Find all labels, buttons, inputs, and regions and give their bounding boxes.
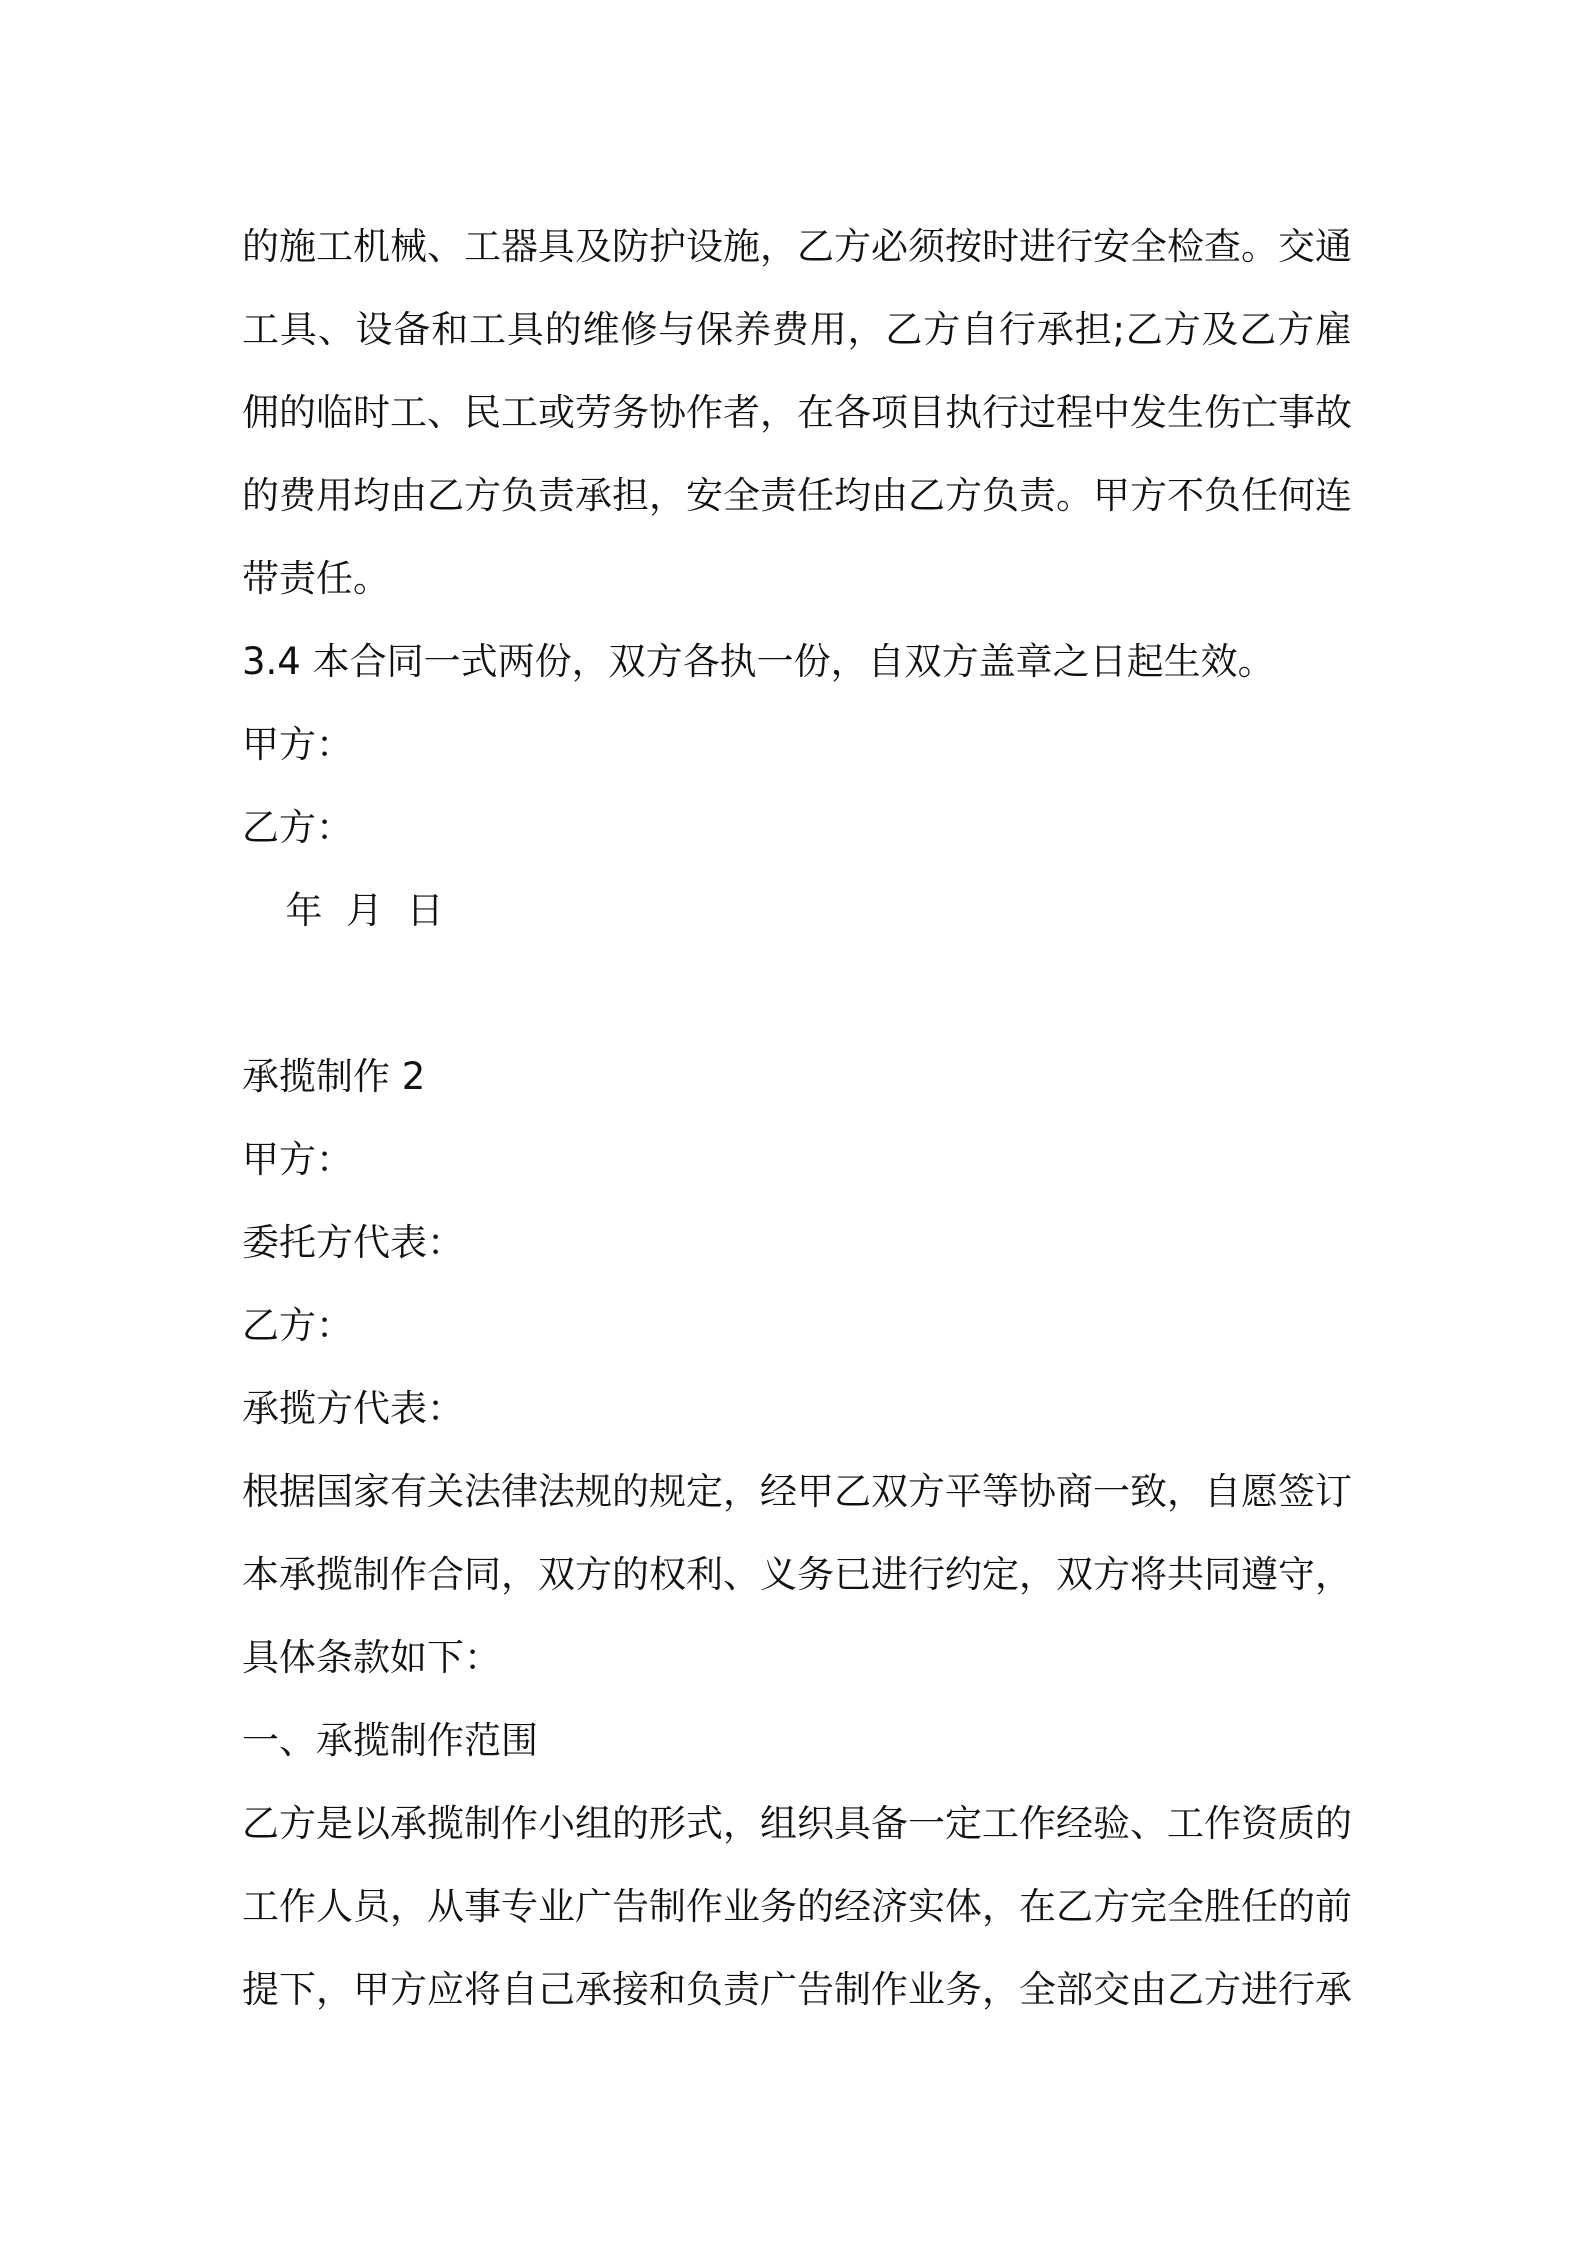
party-b-signature-label: 乙方： (242, 806, 353, 849)
date-line: 年 月 日 (262, 889, 444, 932)
party-a-signature-label: 甲方： (242, 723, 353, 766)
preamble-paragraph: 根据国家有关法律法规的规定，经甲乙双方平等协商一致，自愿签订本承揽制作合同，双方的权利、义务已进行约定，双方将共同遵守，具体条款如下： (242, 1470, 1352, 1679)
safety-paragraph: 的施工机械、工器具及防护设施，乙方必须按时进行安全检查。交通工具、设备和工具的维修与保养费用，乙方自行承担;乙方及乙方雇佣的临时工、民工或劳务协作者，在各项目执行过程中发生伤亡事故的费用均由乙方负责承担，安全责任均由乙方负责。甲方不负任何连带责任。 (242, 225, 1352, 600)
party-a-label: 甲方： (242, 1138, 353, 1181)
document-body (242, 205, 1352, 2031)
section-1-heading: 一、承揽制作范围 (242, 1719, 538, 1762)
section-1-paragraph: 乙方是以承揽制作小组的形式，组织具备一定工作经验、工作资质的工作人员，从事专业广告制作业务的经济实体，在乙方完全胜任的前提下，甲方应将自己承接和负责广告制作业务，全部交由乙方进行承 (242, 1802, 1352, 2011)
clause-3-4: 3.4 本合同一式两份，双方各执一份，自双方盖章之日起生效。 (242, 640, 1275, 683)
section-spacer (242, 952, 1352, 1035)
client-representative-label: 委托方代表： (242, 1221, 464, 1264)
contractor-representative-label: 承揽方代表： (242, 1387, 464, 1430)
contract-title: 承揽制作 2 (242, 1055, 426, 1098)
party-b-label: 乙方： (242, 1304, 353, 1347)
